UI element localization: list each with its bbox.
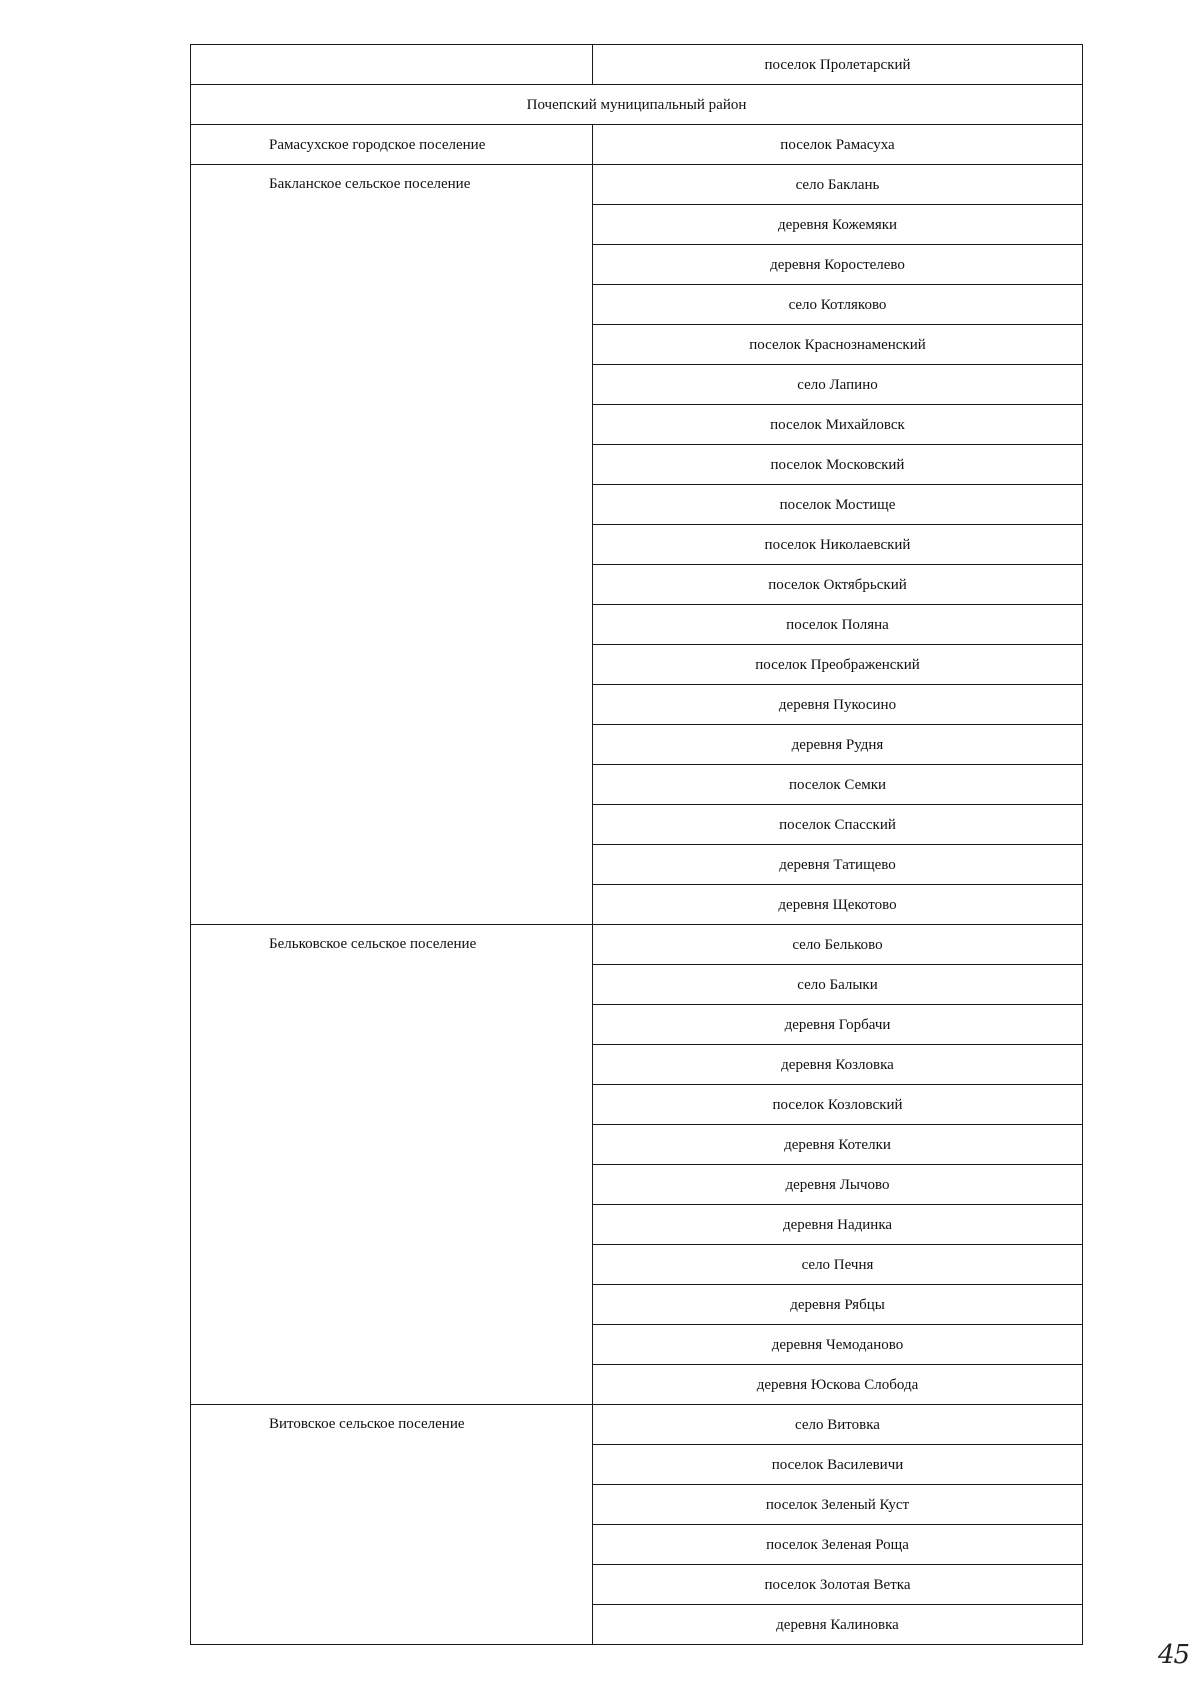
village-name: деревня Чемоданово (593, 1325, 1083, 1365)
village-name: село Котляково (593, 285, 1083, 325)
village-name: поселок Краснознаменский (593, 325, 1083, 365)
village-name: поселок Спасский (593, 805, 1083, 845)
village-name: деревня Щекотово (593, 885, 1083, 925)
village-name: село Балыки (593, 965, 1083, 1005)
table-row (191, 125, 1083, 165)
village-name: поселок Семки (593, 765, 1083, 805)
village-name: село Лапино (593, 365, 1083, 405)
village-name: село Бельково (593, 925, 1083, 965)
village-name: поселок Мостище (593, 485, 1083, 525)
village-name: деревня Котелки (593, 1125, 1083, 1165)
village-name: деревня Кожемяки (593, 205, 1083, 245)
village-name: деревня Коростелево (593, 245, 1083, 285)
table-body (191, 45, 1083, 1645)
settlement-cell (191, 45, 593, 85)
village-name: село Витовка (593, 1405, 1083, 1445)
district-row (191, 85, 1083, 125)
village-name: поселок Василевичи (593, 1445, 1083, 1485)
table-row (191, 925, 1083, 965)
village-name: село Печня (593, 1245, 1083, 1285)
settlements-table (190, 44, 1083, 1645)
settlement-name: Бельковское сельское поселение (191, 925, 593, 1405)
village-name: деревня Горбачи (593, 1005, 1083, 1045)
village-name: поселок Михайловск (593, 405, 1083, 445)
village-name: поселок Рамасуха (593, 125, 1083, 165)
village-name: поселок Козловский (593, 1085, 1083, 1125)
settlement-name: Бакланское сельское поселение (191, 165, 593, 925)
table-row (191, 1405, 1083, 1445)
village-name: деревня Козловка (593, 1045, 1083, 1085)
district-name: Почепский муниципальный район (191, 85, 1083, 125)
handwritten-page-number: 45 (1158, 1640, 1190, 1670)
village-name: деревня Рябцы (593, 1285, 1083, 1325)
village-name: деревня Лычово (593, 1165, 1083, 1205)
table-row (191, 45, 1083, 85)
village-cell: поселок Пролетарский (593, 45, 1083, 85)
village-name: деревня Пукосино (593, 685, 1083, 725)
settlement-name: Витовское сельское поселение (191, 1405, 593, 1645)
village-name: деревня Калиновка (593, 1605, 1083, 1645)
village-name: поселок Зеленая Роща (593, 1525, 1083, 1565)
village-name: поселок Золотая Ветка (593, 1565, 1083, 1605)
village-name: деревня Юскова Слобода (593, 1365, 1083, 1405)
village-name: деревня Надинка (593, 1205, 1083, 1245)
village-name: поселок Зеленый Куст (593, 1485, 1083, 1525)
village-name: поселок Николаевский (593, 525, 1083, 565)
village-name: поселок Преображенский (593, 645, 1083, 685)
village-name: поселок Московский (593, 445, 1083, 485)
village-name: деревня Татищево (593, 845, 1083, 885)
village-name: поселок Октябрьский (593, 565, 1083, 605)
village-name: село Баклань (593, 165, 1083, 205)
village-name: поселок Поляна (593, 605, 1083, 645)
settlement-name: Рамасухское городское поселение (191, 125, 593, 165)
table-row (191, 165, 1083, 205)
village-name: деревня Рудня (593, 725, 1083, 765)
